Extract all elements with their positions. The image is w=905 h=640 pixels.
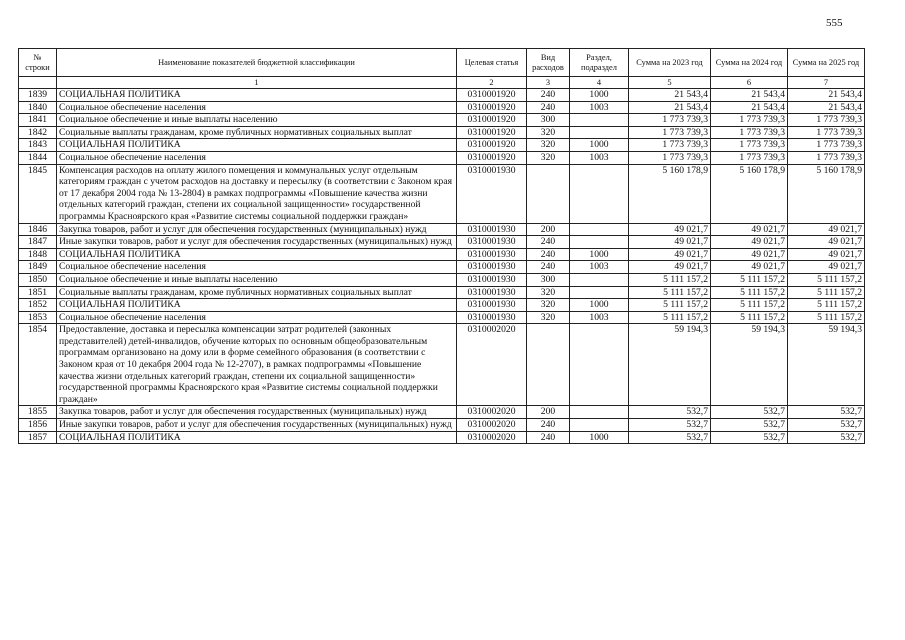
sum-2024-cell: 49 021,7 xyxy=(711,236,788,249)
section-cell: 1003 xyxy=(570,101,629,114)
expense-type-cell: 200 xyxy=(527,223,570,236)
indicator-name-cell: СОЦИАЛЬНАЯ ПОЛИТИКА xyxy=(57,299,457,312)
sum-2024-cell: 1 773 739,3 xyxy=(711,139,788,152)
row-number-cell: 1843 xyxy=(19,139,57,152)
header-sum-2024: Сумма на 2024 год xyxy=(711,49,788,77)
indicator-name-cell: Социальные выплаты гражданам, кроме публичных нормативных социальных выплат xyxy=(57,126,457,139)
row-number-cell: 1852 xyxy=(19,299,57,312)
sum-2024-cell: 1 773 739,3 xyxy=(711,126,788,139)
row-number-cell: 1848 xyxy=(19,248,57,261)
table-header-row xyxy=(19,49,865,77)
column-number: 4 xyxy=(570,77,629,89)
indicator-name-cell: Закупка товаров, работ и услуг для обеспечения государственных (муниципальных) нужд xyxy=(57,406,457,419)
row-number-cell: 1845 xyxy=(19,164,57,223)
sum-2025-cell: 49 021,7 xyxy=(788,223,865,236)
column-number: 3 xyxy=(527,77,570,89)
column-number: 1 xyxy=(57,77,457,89)
indicator-name-cell: Закупка товаров, работ и услуг для обеспечения государственных (муниципальных) нужд xyxy=(57,223,457,236)
header-target: Целевая статья xyxy=(457,49,527,77)
section-cell xyxy=(570,164,629,223)
row-number-cell: 1844 xyxy=(19,151,57,164)
target-article-cell: 0310001920 xyxy=(457,126,527,139)
sum-2023-cell: 532,7 xyxy=(629,419,711,432)
sum-2025-cell: 5 111 157,2 xyxy=(788,286,865,299)
column-number-row xyxy=(19,77,865,89)
section-cell: 1000 xyxy=(570,89,629,102)
expense-type-cell: 240 xyxy=(527,419,570,432)
row-number-cell: 1840 xyxy=(19,101,57,114)
expense-type-cell: 300 xyxy=(527,273,570,286)
sum-2023-cell: 5 111 157,2 xyxy=(629,311,711,324)
section-cell: 1003 xyxy=(570,151,629,164)
sum-2023-cell: 1 773 739,3 xyxy=(629,139,711,152)
table-row xyxy=(19,286,865,299)
expense-type-cell: 240 xyxy=(527,89,570,102)
table-row xyxy=(19,164,865,223)
sum-2025-cell: 49 021,7 xyxy=(788,248,865,261)
sum-2023-cell: 21 543,4 xyxy=(629,89,711,102)
row-number-cell: 1850 xyxy=(19,273,57,286)
sum-2024-cell: 5 111 157,2 xyxy=(711,311,788,324)
target-article-cell: 0310001930 xyxy=(457,273,527,286)
sum-2025-cell: 21 543,4 xyxy=(788,101,865,114)
table-row xyxy=(19,406,865,419)
sum-2023-cell: 1 773 739,3 xyxy=(629,151,711,164)
header-sum-2025: Сумма на 2025 год xyxy=(788,49,865,77)
sum-2023-cell: 5 111 157,2 xyxy=(629,273,711,286)
target-article-cell: 0310002020 xyxy=(457,324,527,406)
row-number-cell: 1856 xyxy=(19,419,57,432)
sum-2025-cell: 5 111 157,2 xyxy=(788,299,865,312)
expense-type-cell: 240 xyxy=(527,261,570,274)
sum-2024-cell: 532,7 xyxy=(711,419,788,432)
indicator-name-cell: Социальные выплаты гражданам, кроме публичных нормативных социальных выплат xyxy=(57,286,457,299)
sum-2024-cell: 1 773 739,3 xyxy=(711,114,788,127)
header-expense-type: Вид расходов xyxy=(527,49,570,77)
sum-2024-cell: 49 021,7 xyxy=(711,261,788,274)
table-row xyxy=(19,223,865,236)
sum-2023-cell: 5 111 157,2 xyxy=(629,299,711,312)
sum-2025-cell: 5 111 157,2 xyxy=(788,273,865,286)
table-row xyxy=(19,151,865,164)
row-number-cell: 1847 xyxy=(19,236,57,249)
row-number-cell: 1839 xyxy=(19,89,57,102)
sum-2024-cell: 532,7 xyxy=(711,431,788,444)
sum-2024-cell: 5 160 178,9 xyxy=(711,164,788,223)
expense-type-cell: 320 xyxy=(527,286,570,299)
header-row-no: № строки xyxy=(19,49,57,77)
sum-2024-cell: 1 773 739,3 xyxy=(711,151,788,164)
sum-2025-cell: 5 111 157,2 xyxy=(788,311,865,324)
sum-2024-cell: 21 543,4 xyxy=(711,101,788,114)
indicator-name-cell: СОЦИАЛЬНАЯ ПОЛИТИКА xyxy=(57,139,457,152)
sum-2025-cell: 532,7 xyxy=(788,431,865,444)
sum-2023-cell: 5 111 157,2 xyxy=(629,286,711,299)
row-number-cell: 1841 xyxy=(19,114,57,127)
sum-2024-cell: 532,7 xyxy=(711,406,788,419)
column-number: 2 xyxy=(457,77,527,89)
table-row xyxy=(19,431,865,444)
expense-type-cell: 240 xyxy=(527,248,570,261)
target-article-cell: 0310001930 xyxy=(457,223,527,236)
expense-type-cell: 240 xyxy=(527,101,570,114)
target-article-cell: 0310001920 xyxy=(457,151,527,164)
row-number-cell: 1846 xyxy=(19,223,57,236)
table-row xyxy=(19,101,865,114)
section-cell xyxy=(570,406,629,419)
target-article-cell: 0310002020 xyxy=(457,406,527,419)
indicator-name-cell: Социальное обеспечение населения xyxy=(57,151,457,164)
indicator-name-cell: СОЦИАЛЬНАЯ ПОЛИТИКА xyxy=(57,248,457,261)
sum-2023-cell: 59 194,3 xyxy=(629,324,711,406)
sum-2025-cell: 532,7 xyxy=(788,419,865,432)
sum-2025-cell: 532,7 xyxy=(788,406,865,419)
row-number-cell: 1851 xyxy=(19,286,57,299)
indicator-name-cell: СОЦИАЛЬНАЯ ПОЛИТИКА xyxy=(57,89,457,102)
sum-2023-cell: 5 160 178,9 xyxy=(629,164,711,223)
section-cell: 1000 xyxy=(570,248,629,261)
indicator-name-cell: Социальное обеспечение населения xyxy=(57,311,457,324)
indicator-name-cell: Социальное обеспечение населения xyxy=(57,261,457,274)
column-number xyxy=(19,77,57,89)
sum-2025-cell: 21 543,4 xyxy=(788,89,865,102)
section-cell xyxy=(570,286,629,299)
column-number: 5 xyxy=(629,77,711,89)
row-number-cell: 1853 xyxy=(19,311,57,324)
indicator-name-cell: Социальное обеспечение населения xyxy=(57,101,457,114)
target-article-cell: 0310001920 xyxy=(457,101,527,114)
expense-type-cell: 200 xyxy=(527,406,570,419)
table-row xyxy=(19,419,865,432)
expense-type-cell xyxy=(527,324,570,406)
expense-type-cell: 320 xyxy=(527,151,570,164)
table-row xyxy=(19,236,865,249)
section-cell: 1000 xyxy=(570,139,629,152)
section-cell xyxy=(570,126,629,139)
sum-2023-cell: 1 773 739,3 xyxy=(629,126,711,139)
sum-2025-cell: 1 773 739,3 xyxy=(788,139,865,152)
page-number: 555 xyxy=(826,17,843,29)
header-sum-2023: Сумма на 2023 год xyxy=(629,49,711,77)
target-article-cell: 0310002020 xyxy=(457,431,527,444)
section-cell: 1000 xyxy=(570,299,629,312)
target-article-cell: 0310001930 xyxy=(457,311,527,324)
target-article-cell: 0310001930 xyxy=(457,164,527,223)
section-cell xyxy=(570,114,629,127)
row-number-cell: 1857 xyxy=(19,431,57,444)
sum-2023-cell: 532,7 xyxy=(629,431,711,444)
indicator-name-cell: СОЦИАЛЬНАЯ ПОЛИТИКА xyxy=(57,431,457,444)
sum-2024-cell: 49 021,7 xyxy=(711,223,788,236)
section-cell xyxy=(570,324,629,406)
expense-type-cell: 240 xyxy=(527,431,570,444)
section-cell: 1003 xyxy=(570,311,629,324)
header-section: Раздел, подраздел xyxy=(570,49,629,77)
table-row xyxy=(19,89,865,102)
expense-type-cell xyxy=(527,164,570,223)
target-article-cell: 0310001920 xyxy=(457,139,527,152)
target-article-cell: 0310001930 xyxy=(457,261,527,274)
expense-type-cell: 320 xyxy=(527,139,570,152)
table-row xyxy=(19,324,865,406)
table-row xyxy=(19,126,865,139)
header-name: Наименование показателей бюджетной классификации xyxy=(57,49,457,77)
sum-2023-cell: 49 021,7 xyxy=(629,236,711,249)
expense-type-cell: 300 xyxy=(527,114,570,127)
sum-2025-cell: 59 194,3 xyxy=(788,324,865,406)
sum-2023-cell: 21 543,4 xyxy=(629,101,711,114)
expense-type-cell: 320 xyxy=(527,126,570,139)
sum-2025-cell: 5 160 178,9 xyxy=(788,164,865,223)
sum-2024-cell: 5 111 157,2 xyxy=(711,299,788,312)
sum-2024-cell: 5 111 157,2 xyxy=(711,286,788,299)
table-row xyxy=(19,299,865,312)
table-body xyxy=(19,89,865,444)
table-row xyxy=(19,261,865,274)
section-cell: 1003 xyxy=(570,261,629,274)
sum-2023-cell: 49 021,7 xyxy=(629,261,711,274)
target-article-cell: 0310001930 xyxy=(457,286,527,299)
row-number-cell: 1855 xyxy=(19,406,57,419)
row-number-cell: 1849 xyxy=(19,261,57,274)
target-article-cell: 0310001930 xyxy=(457,236,527,249)
indicator-name-cell: Компенсация расходов на оплату жилого помещения и коммунальных услуг отдельным категориям граждан с учетом расходов на доставку и пересылку (в соответствии с Законом края от 17 декабря 2004 года № 13-2804) в рамках подпрограммы «Повышение качества жизни отдельных категорий граждан, степени их социальной защищенности» государственной программы Красноярского края «Развитие системы социальной поддержки граждан» xyxy=(57,164,457,223)
target-article-cell: 0310002020 xyxy=(457,419,527,432)
sum-2024-cell: 5 111 157,2 xyxy=(711,273,788,286)
sum-2023-cell: 532,7 xyxy=(629,406,711,419)
expense-type-cell: 240 xyxy=(527,236,570,249)
sum-2025-cell: 1 773 739,3 xyxy=(788,151,865,164)
row-number-cell: 1854 xyxy=(19,324,57,406)
section-cell xyxy=(570,236,629,249)
indicator-name-cell: Иные закупки товаров, работ и услуг для обеспечения государственных (муниципальных) нужд xyxy=(57,419,457,432)
target-article-cell: 0310001920 xyxy=(457,114,527,127)
indicator-name-cell: Социальное обеспечение и иные выплаты населению xyxy=(57,114,457,127)
sum-2025-cell: 49 021,7 xyxy=(788,261,865,274)
table-row xyxy=(19,139,865,152)
target-article-cell: 0310001930 xyxy=(457,299,527,312)
section-cell xyxy=(570,419,629,432)
indicator-name-cell: Социальное обеспечение и иные выплаты населению xyxy=(57,273,457,286)
target-article-cell: 0310001930 xyxy=(457,248,527,261)
target-article-cell: 0310001920 xyxy=(457,89,527,102)
table-row xyxy=(19,273,865,286)
sum-2024-cell: 59 194,3 xyxy=(711,324,788,406)
expense-type-cell: 320 xyxy=(527,299,570,312)
table-row xyxy=(19,248,865,261)
indicator-name-cell: Предоставление, доставка и пересылка компенсации затрат родителей (законных представителей) детей-инвалидов, обучение которых по основным общеобразовательным программам организовано на дому или в форме семейного образования (в соответствии с Законом края от 10 декабря 2004 года № 12-2707), в рамках подпрограммы «Повышение качества жизни отдельных категорий граждан, степени их социальной защищенности» государственной программы Красноярского края «Развитие системы социальной поддержки граждан» xyxy=(57,324,457,406)
table-row xyxy=(19,114,865,127)
section-cell xyxy=(570,273,629,286)
section-cell xyxy=(570,223,629,236)
indicator-name-cell: Иные закупки товаров, работ и услуг для обеспечения государственных (муниципальных) нужд xyxy=(57,236,457,249)
sum-2025-cell: 1 773 739,3 xyxy=(788,114,865,127)
sum-2024-cell: 21 543,4 xyxy=(711,89,788,102)
sum-2024-cell: 49 021,7 xyxy=(711,248,788,261)
budget-table xyxy=(18,48,865,444)
sum-2023-cell: 49 021,7 xyxy=(629,223,711,236)
sum-2023-cell: 49 021,7 xyxy=(629,248,711,261)
column-number: 6 xyxy=(711,77,788,89)
sum-2025-cell: 49 021,7 xyxy=(788,236,865,249)
row-number-cell: 1842 xyxy=(19,126,57,139)
sum-2023-cell: 1 773 739,3 xyxy=(629,114,711,127)
table-row xyxy=(19,311,865,324)
expense-type-cell: 320 xyxy=(527,311,570,324)
section-cell: 1000 xyxy=(570,431,629,444)
sum-2025-cell: 1 773 739,3 xyxy=(788,126,865,139)
column-number: 7 xyxy=(788,77,865,89)
